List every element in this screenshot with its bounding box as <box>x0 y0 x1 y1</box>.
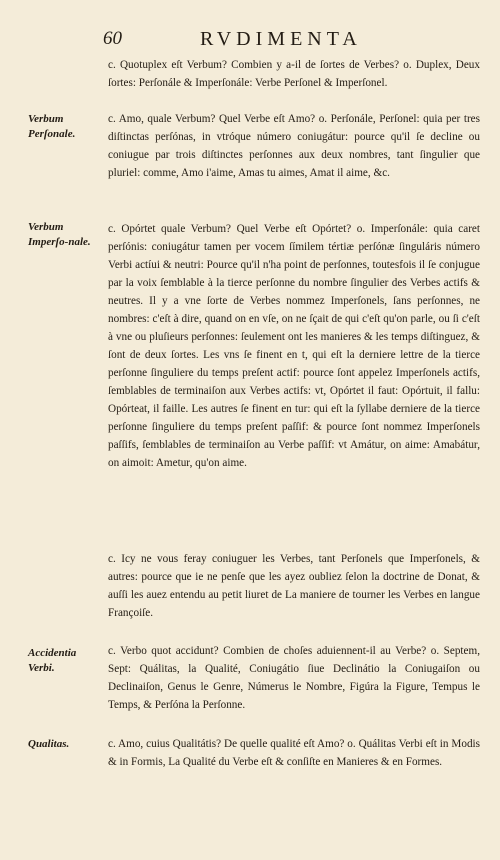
running-title: RVDIMENTA <box>200 28 362 50</box>
paragraph-2: c. Amo, quale Verbum? Quel Verbe eſt Amo? o. Perſonále, Perſonel: quia per tres diſtinctas perſónas, in vtróque número coniugátur: pource qu'il ſe decline ou coniugue par trois diſtinctes perſonnes aux deux nombres, tant ſingulier que pluriel: comme, Amo i'aime, Amas tu aimes, Amat il aime, &c. <box>108 113 480 179</box>
margin-note-verbum-personale: Verbum Perſonale. <box>28 113 76 140</box>
margin-note-accidentia-verbi: Accidentia Verbi. <box>28 647 77 674</box>
paragraph-3: c. Opórtet quale Verbum? Quel Verbe eſt Opórtet? o. Imperſonále: quia caret perſónis: coniugátur tamen per vocem ſímilem tértiæ perſónæ ſinguláris número Verbi actíui & neutri: Pource qu'il n'ha point de perſonnes, toutesfois il ſe conjugue par la voix ſemblable à la tierce perſonne du nombre ſingulier des Verbes actifs & neutres. Il y a vne ſorte de Verbes nommez Imperſonels, ſans perſonnes, ne nombres: c'eſt à dire, quand on en vſe, on ne ſçait de qui c'eſt qu'on parle, ou ſi c'eſt à vne ou pluſieurs perſonnes: ſeulement ont les manieres & les temps diſtinguez, & ſont de deux ſortes. Les vns ſe finent en t, qui eſt la derniere lettre de la tierce perſonne ſinguliere du temps preſent actif: pource ſont appelez Imperſonels actifs, ſemblables de terminaiſon aux Verbes actifs: vt, Opórtet il faut: Opórtuit, il fallu: Opórteat, il faille. Les autres ſe finent en tur: qui eſt la ſyllabe derniere de la tierce perſonne ſinguliere du temps preſent paſſif: & pource ſont nommez Imperſonels paſſifs, ſemblables de terminaiſon au Verbe paſſif: vt Amátur, on aime: Amabátur, on aimoit: Ametur, qu'on aime. <box>108 223 480 469</box>
margin-note-verbum-impersonale: Verbum Imperſo-nale. <box>28 221 91 248</box>
page-number: 60 <box>103 28 122 49</box>
paragraph-6: c. Amo, cuius Qualitátis? De quelle qualité eſt Amo? o. Quálitas Verbi eſt in Modis & in Formis, La Qualité du Verbe eſt & conſiſte en Manieres & en Formes. <box>108 738 480 768</box>
page-header <box>0 24 500 54</box>
paragraph-1: c. Quotuplex eſt Verbum? Combien y a-il de ſortes de Verbes? o. Duplex, Deux ſortes: Perſonále & Imperſonále: Verbe Perſonel & Imperſonel. <box>108 59 480 89</box>
paragraph-4: c. Icy ne vous feray coniuguer les Verbes, tant Perſonels que Imperſonels, & autres: pource que ie ne penſe que les ayez oubliez ſelon la doctrine de Donat, & auſſi les auez entendu au petit liuret de La maniere de tourner les Verbes en langue Françoiſe. <box>108 553 480 619</box>
margin-note-qualitas: Qualitas. <box>28 738 70 750</box>
paragraph-5: c. Verbo quot accidunt? Combien de choſes aduiennent-il au Verbe? o. Septem, Sept: Quálitas, la Qualité, Coniugátio ſiue Declinátio la Coniugaiſon ou Declinaiſon, Genus le Genre, Númerus le Nombre, Figúra la Figure, Tempus le Temps, & Perſóna la Perſonne. <box>108 645 480 711</box>
